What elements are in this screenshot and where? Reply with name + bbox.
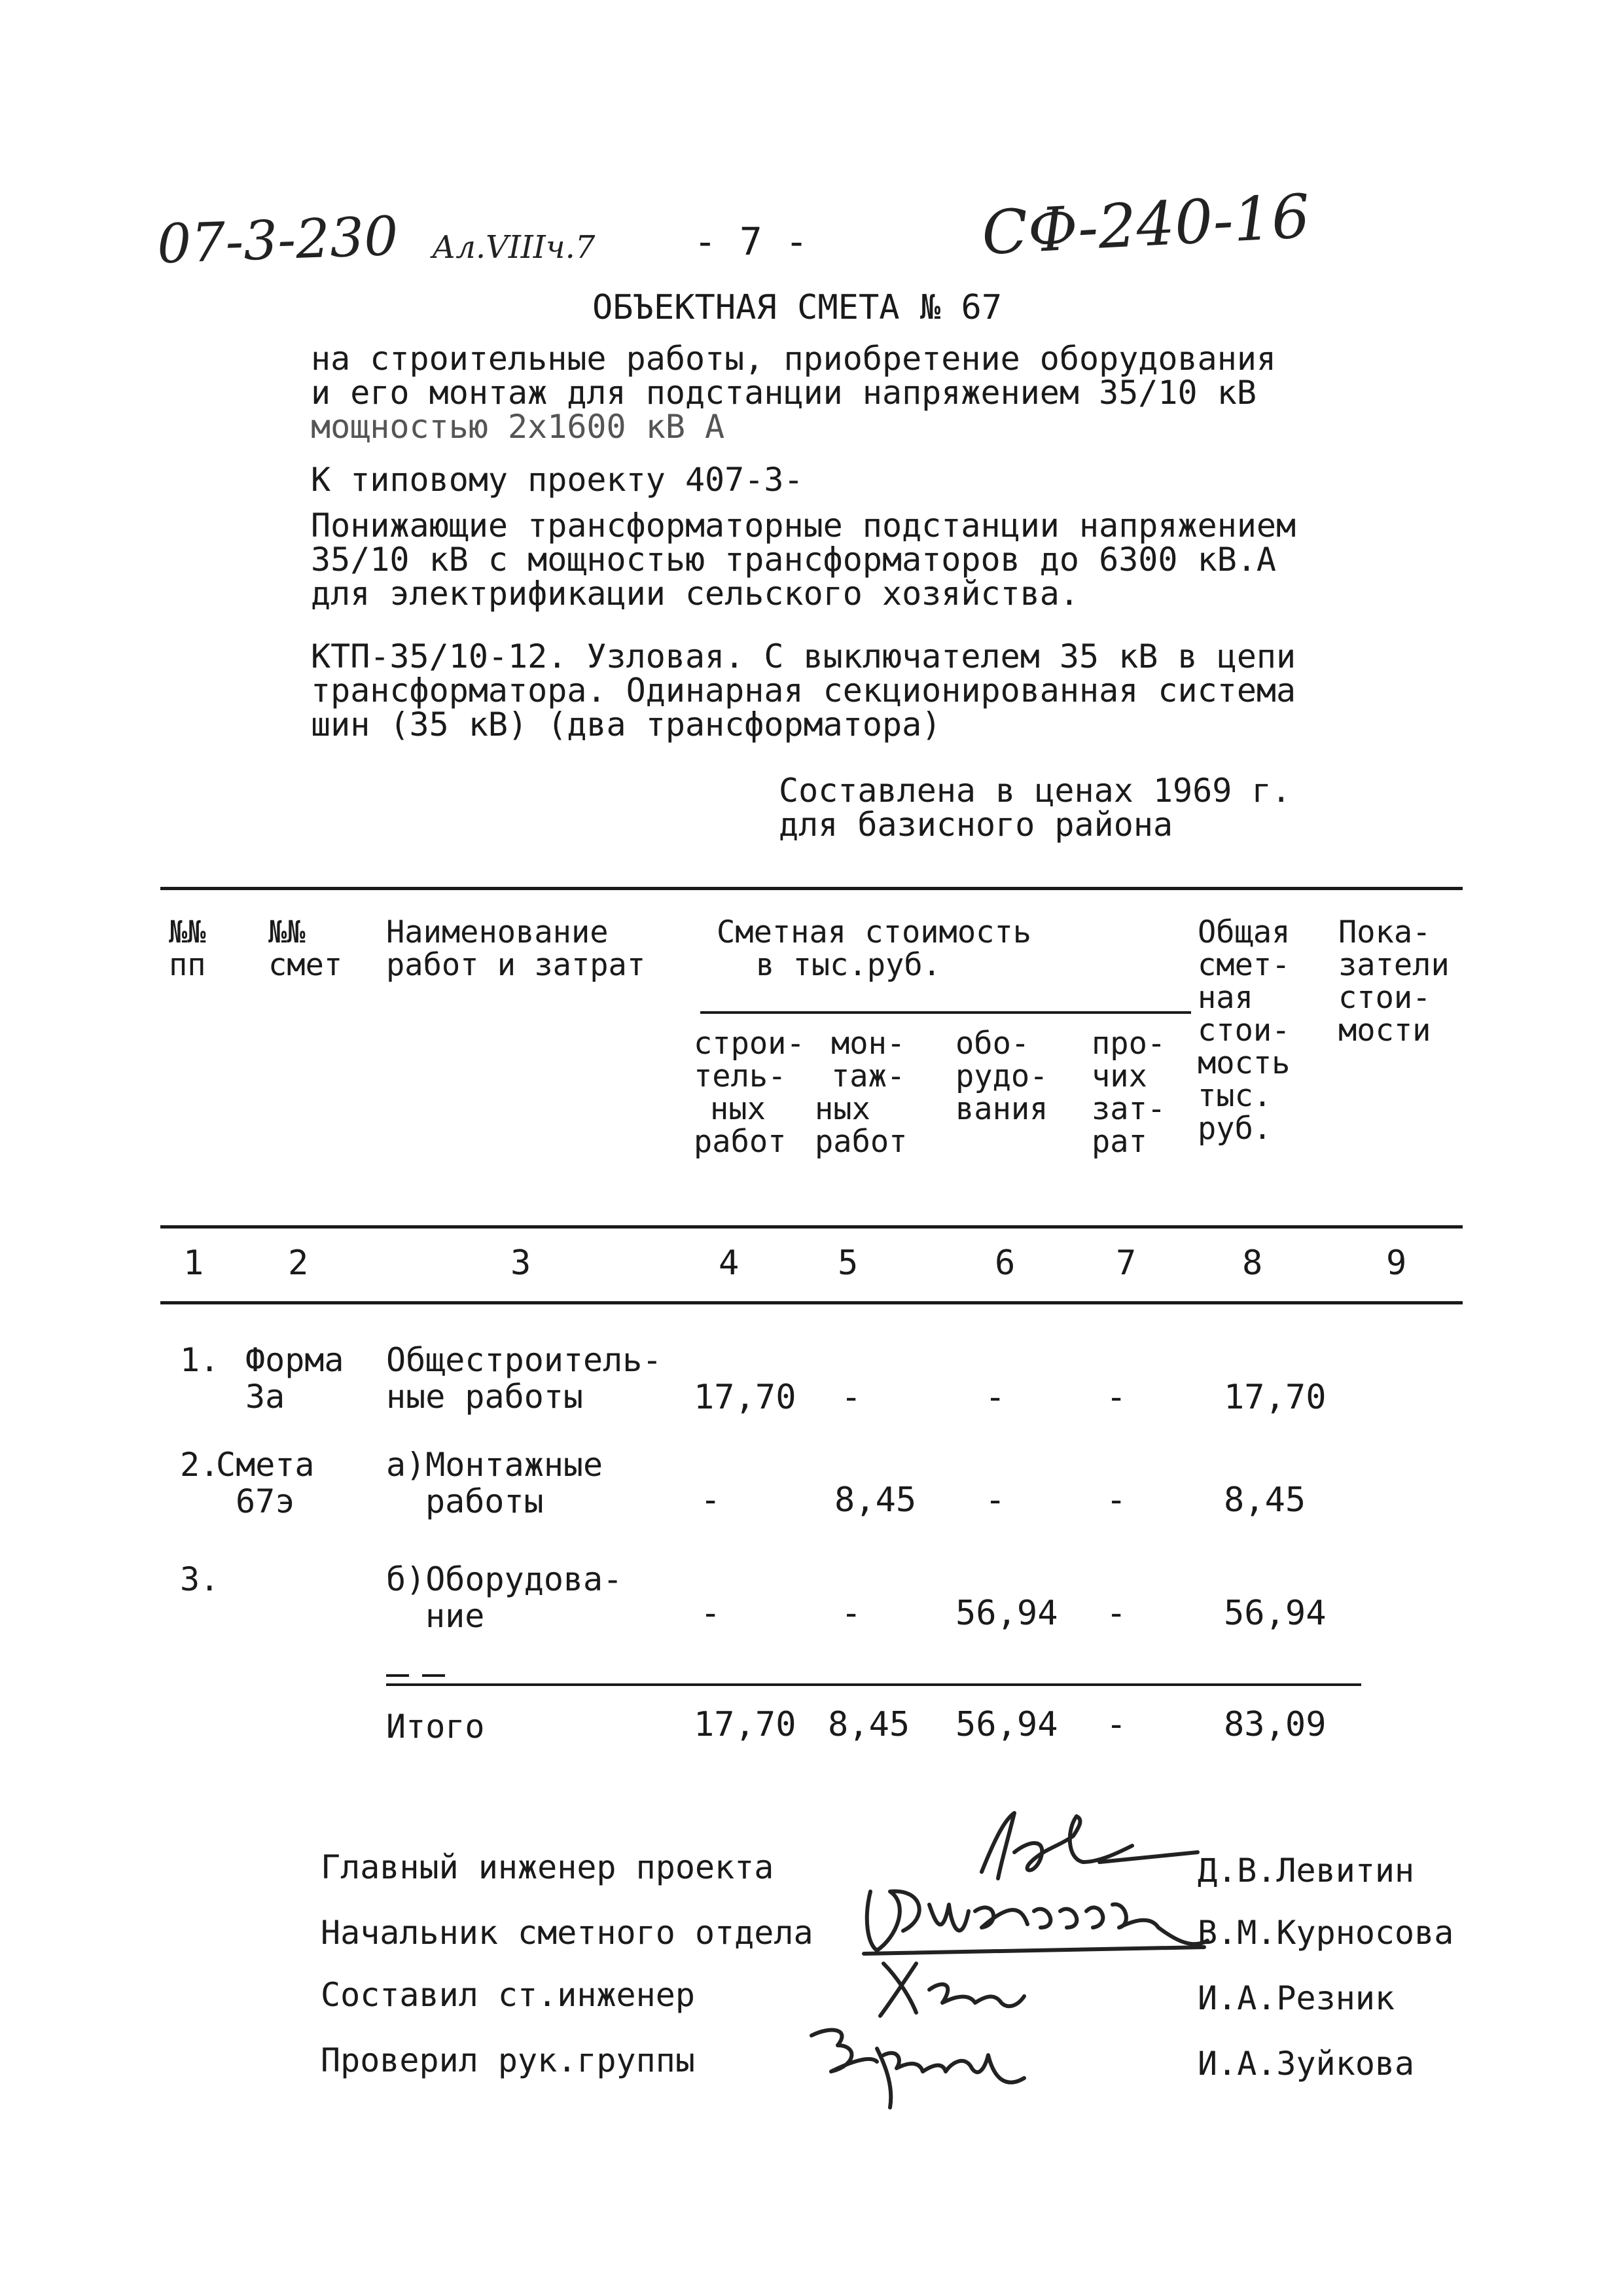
table-row-2-c4: -	[700, 1480, 721, 1520]
header-col-3: Наименование работ и затрат	[386, 914, 646, 983]
table-row-3-name: б)Оборудова- ние	[386, 1560, 623, 1635]
signature-name-1: Д.В.Левитин	[1198, 1852, 1415, 1890]
col-number-7: 7	[1116, 1244, 1137, 1283]
table-row-3-c4: -	[700, 1594, 721, 1633]
header-col-9: Пока- затели стои- мости	[1338, 914, 1450, 1049]
header-cost-group: Сметная стоимость в тыс.руб.	[717, 914, 1032, 983]
header-col-1: №№ пп	[169, 914, 206, 983]
ktp-line-3: шин (35 кВ) (два трансформатора)	[311, 706, 942, 744]
table-row-3-c8: 56,94	[1224, 1594, 1327, 1633]
document-title: ОБЪЕКТНАЯ СМЕТА № 67	[592, 288, 1003, 327]
header-col-7: про- чих зат- рат	[1092, 1026, 1166, 1160]
table-row-1-c4: 17,70	[694, 1378, 796, 1417]
col-number-4: 4	[719, 1244, 740, 1283]
project-desc-line-3: для электрификации сельского хозяйства.	[311, 575, 1079, 613]
col-number-3: 3	[510, 1244, 531, 1283]
table-row-1-name: Общестроитель- ные работы	[386, 1341, 662, 1416]
table-row-3-c5: -	[841, 1594, 862, 1633]
subtitle-line-2: и его монтаж для подстанции напряжением 35/10 кВ	[311, 374, 1257, 412]
table-row-2-c8: 8,45	[1224, 1480, 1306, 1520]
total-c7: -	[1106, 1705, 1127, 1744]
table-row-1-c5: -	[841, 1378, 862, 1417]
table-row-3-c7: -	[1106, 1594, 1127, 1633]
table-row-2-name: а)Монтажные работы	[386, 1446, 603, 1520]
handwritten-sheet-code: СФ-240-16	[980, 181, 1312, 269]
subtotal-dash-1	[386, 1674, 409, 1677]
header-col-8: Общая смет- ная стои- мость тыс. руб.	[1198, 914, 1291, 1147]
project-desc-line-1: Понижающие трансформаторные подстанции напряжением	[311, 507, 1296, 545]
total-c8: 83,09	[1224, 1705, 1327, 1744]
table-row-2-ref: Смета 67э	[216, 1446, 315, 1520]
col-number-5: 5	[838, 1244, 859, 1283]
composed-line-2: для базисного района	[779, 806, 1173, 844]
total-c5: 8,45	[828, 1705, 910, 1744]
total-c6: 56,94	[955, 1705, 1058, 1744]
signature-name-4: И.А.Зуйкова	[1198, 2045, 1415, 2083]
project-desc-line-2: 35/10 кВ с мощностью трансформаторов до 6300 кВ.А	[311, 541, 1277, 579]
table-row-1-c6: -	[985, 1378, 1006, 1417]
signature-name-2: В.М.Курносова	[1198, 1914, 1454, 1952]
signature-role-3: Составил ст.инженер	[321, 1976, 695, 2014]
page-number: - 7 -	[694, 219, 808, 264]
ktp-line-1: КТП-35/10-12. Узловая. С выключателем 35 кВ в цепи	[311, 637, 1296, 675]
group-header-rule	[700, 1011, 1191, 1014]
total-label: Итого	[386, 1708, 485, 1746]
ktp-line-2: трансформатора. Одинарная секционированная система	[311, 672, 1296, 709]
header-col-4: строи- тель- ных работ	[694, 1026, 805, 1160]
signature-kurnosova-handwritten	[851, 1865, 1217, 1964]
table-row-1-c7: -	[1106, 1378, 1127, 1417]
col-number-2: 2	[288, 1244, 309, 1283]
table-row-2-c7: -	[1106, 1480, 1127, 1520]
col-number-6: 6	[995, 1244, 1016, 1283]
signature-zuikova-handwritten	[798, 2009, 1034, 2114]
col-number-8: 8	[1242, 1244, 1263, 1283]
signature-name-3: И.А.Резник	[1198, 1979, 1395, 2017]
col-number-9: 9	[1386, 1244, 1407, 1283]
header-bottom-rule	[160, 1225, 1463, 1229]
subtotal-dash-2	[422, 1674, 445, 1677]
handwritten-album-ref: Ал.VIIIч.7	[432, 229, 596, 266]
table-row-3-c6: 56,94	[955, 1594, 1058, 1633]
project-reference: К типовому проекту 407-3-	[311, 461, 804, 499]
table-row-1-ref: Форма 3а	[245, 1341, 344, 1416]
table-row-2-c6: -	[985, 1480, 1006, 1520]
signature-role-4: Проверил рук.группы	[321, 2041, 695, 2079]
header-col-2: №№ смет	[268, 914, 343, 983]
total-c4: 17,70	[694, 1705, 796, 1744]
table-row-1-c8: 17,70	[1224, 1378, 1327, 1417]
handwritten-doc-code: 07-3-230	[156, 205, 399, 276]
subtitle-line-1: на строительные работы, приобретение оборудования	[311, 340, 1277, 378]
subtitle-line-3: мощностью 2х1600 кВ А	[311, 408, 725, 446]
composed-line-1: Составлена в ценах 1969 г.	[779, 772, 1291, 810]
signature-role-1: Главный инженер проекта	[321, 1848, 774, 1886]
table-row-3-number: 3.	[180, 1560, 220, 1598]
col-numbers-rule	[160, 1301, 1463, 1304]
signature-role-2: Начальник сметного отдела	[321, 1914, 813, 1952]
header-col-6: обо- рудо- вания	[955, 1026, 1048, 1127]
header-col-5: мон- таж- ных работ	[815, 1026, 908, 1160]
table-row-2-c5: 8,45	[834, 1480, 917, 1520]
col-number-1: 1	[183, 1244, 204, 1283]
table-row-1-number: 1.	[180, 1341, 220, 1379]
subtotal-rule	[386, 1683, 1361, 1686]
table-top-rule	[160, 887, 1463, 890]
table-row-2-number: 2.	[180, 1446, 220, 1484]
